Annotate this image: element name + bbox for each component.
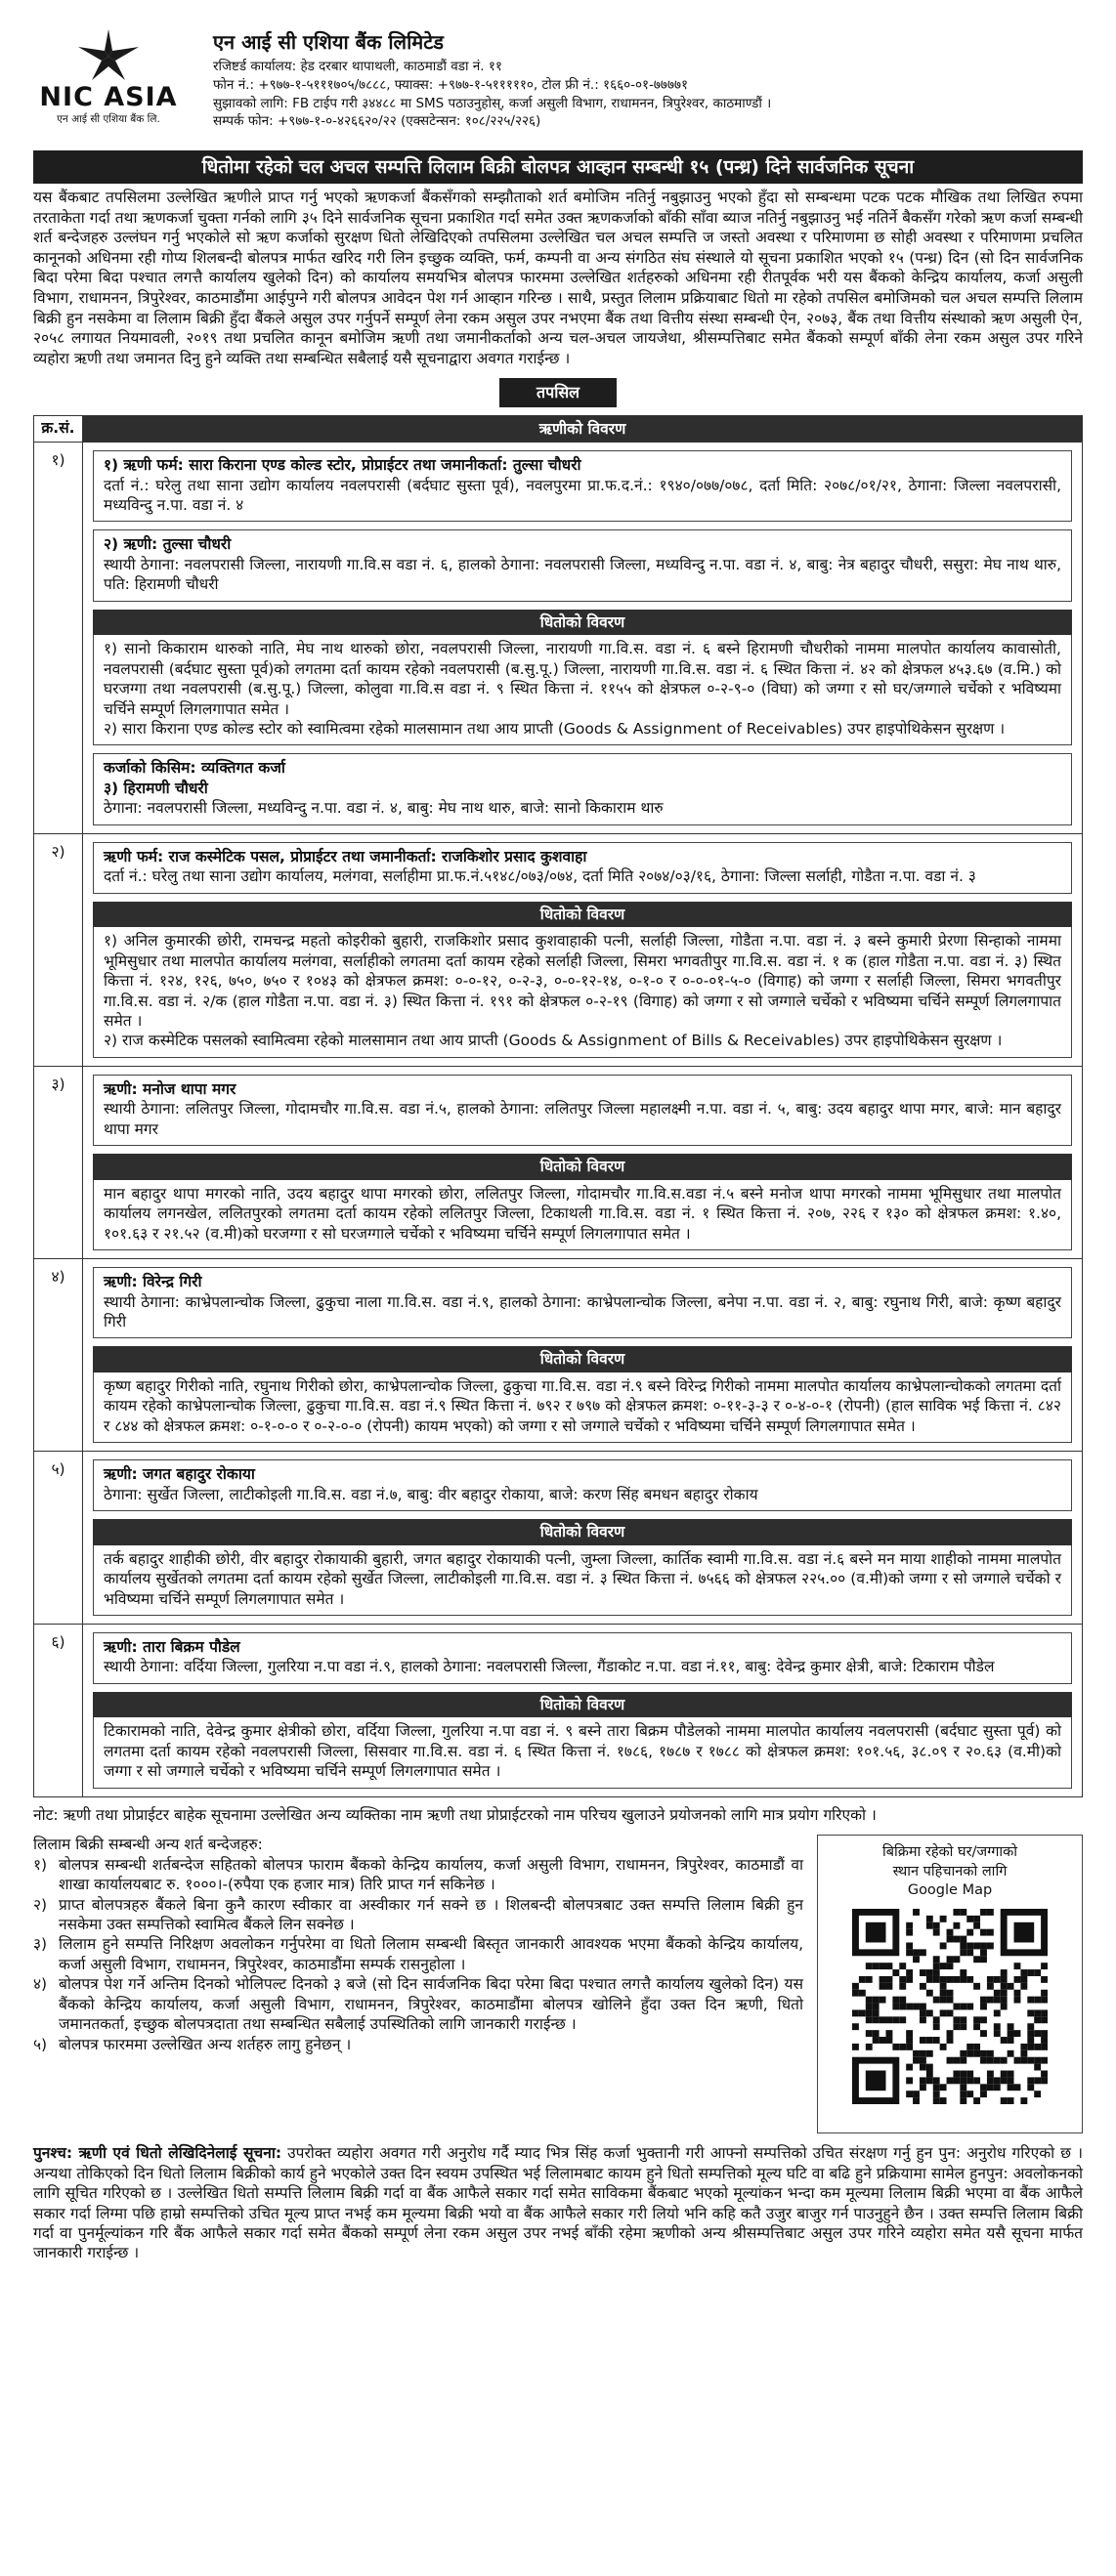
list-item: ५) बोलपत्र फारममा उल्लेखित अन्य शर्तहरु लागु हुनेछन् । bbox=[33, 2035, 352, 2053]
borrower-title: २) ऋणी: तुल्सा चौधरी bbox=[104, 535, 232, 554]
postscript bbox=[33, 2143, 1083, 2263]
bank-contact-block bbox=[213, 27, 771, 131]
list-item: १) बोलपत्र सम्बन्धी शर्तबन्देज सहितको बोलपत्र फाराम बैंकको केन्द्रिय कार्यालय, कर्जा असुली विभाग, राधामनन, त्रिपुरेश्वर, काठमाडौं वा शाखा कार्यालयबाट रु. १०००।-(रुपैया एक हजार मात्र) तिरि प्राप्त गर्न सकिनेछ । bbox=[33, 1855, 803, 1894]
borrower-text: स्थायी ठेगाना: नवलपरासी जिल्ला, नारायणी गा.वि.स वडा नं. ६, हालको ठेगाना: नवलपरासी जिल्ला, मध्यविन्दु न.पा. वडा नं. ४, बाबु: नेत्र बहादुर चौधरी, ससुरा: मेघ नाथ थारु, पति: हिरामणी चौधरी bbox=[104, 555, 1061, 594]
bank-logo bbox=[35, 27, 182, 127]
row-number: ६) bbox=[34, 1625, 83, 1796]
borrower-text: दर्ता नं.: घरेलु तथा साना उद्योग कार्यालय नवलपरासी (बर्दघाट सुस्ता पूर्व), नवलपुरमा प्रा.फ.द.नं.: १९४०/०७७/०७८, दर्ता मिति: २०७८/०१/२१, ठेगाना: जिल्ला नवलपरासी, मध्यविन्दु न.पा. वडा नं. ४ bbox=[104, 476, 1061, 514]
borrower-text: स्थायी ठेगाना: ललितपुर जिल्ला, गोदामचौर गा.वि.स. वडा नं.५, हालको ठेगाना: ललितपुर जिल्ला महालक्ष्मी न.पा. वडा नं. ५, बाबु: उदय बहादुर थापा मगर, बाजे: मान बहादुर थापा मगर bbox=[104, 1100, 1061, 1138]
logo-text: NIC ASIA bbox=[39, 82, 178, 112]
borrower-text: ठेगाना: नवलपरासी जिल्ला, मध्यविन्दु न.पा. वडा नं. ४, बाबु: मेघ नाथ थारु, बाजे: सानो किकाराम थारु bbox=[104, 799, 664, 818]
tapasil-label: तपसिल bbox=[499, 378, 617, 406]
list-item: ३) लिलाम हुने सम्पत्ति निरिक्षण अवलोकन गर्नुपरेमा वा धितो लिलाम सम्बन्धी बिस्तृत जानकारी आवश्यक भएमा बैंकको केन्द्रिय कार्यालय, कर्जा असुली विभाग, राधामनन, त्रिपुरेश्वर, काठमाडौंमा सम्पर्क रासनुहोला । bbox=[33, 1935, 803, 1973]
qr-title-2: स्थान पहिचानको लागि bbox=[892, 1863, 1008, 1879]
collateral-detail bbox=[93, 1180, 1072, 1250]
row-number: २) bbox=[34, 834, 83, 1066]
collateral-detail bbox=[93, 1545, 1072, 1616]
header bbox=[33, 27, 1083, 143]
bank-name: एन आई सी एशिया बैंक लिमिटेड bbox=[213, 30, 444, 54]
logo-subtext: एन आई सी एशिया बैंक लि. bbox=[57, 113, 160, 125]
terms-heading: लिलाम बिक्री सम्बन्धी अन्य शर्त बन्देजहरु: bbox=[33, 1836, 263, 1854]
note-text: नोट: ऋणी तथा प्रोप्राईटर बाहेक सूचनामा उल्लेखित अन्य व्यक्तिका नाम ऋणी तथा प्रोप्राईटरको नाम परिचय खुलाउने प्रयोजनको लागि मात्र प्रयोग गरिएको । bbox=[33, 1805, 877, 1824]
row-number: १) bbox=[34, 443, 83, 833]
borrower-text: स्थायी ठेगाना: काभ्रेपलान्चोक जिल्ला, ढुकुचा नाला गा.वि.स. वडा नं.९, हालको ठेगाना: काभ्रेपलान्चोक जिल्ला, बनेपा न.पा. वडा नं. २, बाबु: रघुनाथ गिरी, बाजे: कृष्ण बहादुर गिरी bbox=[104, 1292, 1061, 1330]
notice-title: धितोमा रहेको चल अचल सम्पत्ति लिलाम बिक्री बोलपत्र आव्हान सम्बन्धी १५ (पन्ध्र) दिने सार्वजनिक सूचना bbox=[33, 150, 1083, 184]
collateral-detail bbox=[93, 927, 1072, 1058]
table-row bbox=[34, 1625, 1082, 1796]
property-table bbox=[33, 415, 1083, 1797]
borrower-detail bbox=[93, 450, 1072, 522]
contact-phone: सम्पर्क फोन: +९७७-१-०-४२६६२०/२२ (एक्सटेन्सन: १०८/२२५/२२६) bbox=[213, 113, 541, 130]
table-row bbox=[34, 1067, 1082, 1259]
qr-code-icon[interactable] bbox=[852, 1909, 1048, 2104]
collateral-text: टिकारामको नाति, देवेन्द्र कुमार क्षेत्रीको छोरा, वर्दिया जिल्ला, गुलरिया न.पा वडा नं. ९ बस्ने तारा बिक्रम पौडेलको नाममा मालपोत कार्यालय नवलपरासी (बर्दघाट सुस्ता पूर्व) को लगतमा दर्ता कायम रहेको नवलपरासी जिल्ला, सिसवार गा.वि.स. वडा नं. ६ स्थित कित्ता नं. १७८६, १७८७ र १७८८ को क्षेत्रफल क्रमश: १०१.५६, ३८.०९ र २०.६३ (व.मी)को जग्गा र सो जग्गाले चर्चेको र भविष्यमा चर्चिने सम्पूर्ण लिगलगापात समेत । bbox=[104, 1722, 1061, 1781]
list-item: ४) बोलपत्र पेश गर्ने अन्तिम दिनको भोलिपल्ट दिनको ३ बजे (सो दिन सार्वजनिक बिदा परेमा बिदा पश्चात लगत्तै कार्यालय खुलेको दिन) यस बैंकको केन्द्रिय कार्यालय, कर्जा असुली विभाग, राधामनन, त्रिपुरेश्वर, काठमाडौंमा बोलपत्र खोलिने हुँदा उक्त दिन ऋणी, धितो जमानतकर्ता, इच्छुक बोलपत्रदाता तथा सम्बन्धित सबैलाई उपस्थितिको लागि जानकारी गराईन्छ । bbox=[33, 1975, 803, 2034]
collateral-text: मान बहादुर थापा मगरको नाति, उदय बहादुर थापा मगरको छोरा, ललितपुर जिल्ला, गोदामचौर गा.वि.स.वडा नं.५ बस्ने मनोज थापा मगरको नाममा भूमिसुधार तथा मालपोत कार्यालय लगनखेल, ललितपुरको लगतमा दर्ता कायम रहेको ललितपुर जिल्ला, टिकाथली गा.वि.स. वडा नं. १ स्थित कित्ता नं. २०७, २२६ र १३० को क्षेत्रफल क्रमश: १.४०, १०१.६३ र २१.५२ (व.मी)को घरजग्गा र सो घरजग्गाले चर्चेको र भविष्यमा चर्चिने सम्पूर्ण लिगलगापात समेत । bbox=[104, 1184, 1061, 1243]
table-row bbox=[34, 1259, 1082, 1452]
borrower-detail bbox=[93, 842, 1072, 894]
borrower-text: दर्ता नं.: घरेलु तथा साना उद्योग कार्यालय, मलंगवा, सर्लाहीमा प्रा.फ.नं.५१४८/०७३/०७४, दर्ता मिति २०७४/०३/१६, ठेगाना: जिल्ला सर्लाही, गोडैता न.पा. वडा नं. ३ bbox=[104, 867, 976, 886]
registered-office: रजिष्टर्ड कार्यालय: हेड दरबार थापाथली, काठमाडौं वडा नं. ११ bbox=[213, 59, 502, 75]
collateral-text: १) सानो किकाराम थारुको नाति, मेघ नाथ थारुको छोरा, नवलपरासी जिल्ला, नारायणी गा.वि.स. वडा नं. ६ बस्ने हिरामणी चौधरीको नाममा मालपोत कार्यालय कावासोती, नवलपरासी (बर्दघाट सुस्ता पूर्व)को लगतमा दर्ता कायम रहेको नवलपरासी (ब.सु.पू.) जिल्ला, नारायणी गा.वि.स. वडा नं. ६ स्थित कित्ता नं. ४२ को क्षेत्रफल ४५३.६७ (व.मि.) को घरजग्गा तथा नवलपरासी (ब.सु.पू.) जिल्ला, कोलुवा गा.वि.स वडा नं. ९ स्थित कित्ता नं. ११५५ को क्षेत्रफल ०-२-९-० (विघा) को जग्गा र सो घर/जग्गाले चर्चेको र भविष्यमा चर्चिने सम्पूर्ण लिगलगापात समेत । bbox=[104, 640, 1061, 718]
postscript-text: उपरोक्त व्यहोरा अवगत गरी अनुरोध गर्दै म्याद भित्र सिंह कर्जा भुक्तानी गरी आफ्नो सम्पत्तिको उचित संरक्षण गर्नु हुन पुन: अनुरोध गरिएको छ । अन्यथा तोकिएको दिन धितो लिलाम बिक्रीको कार्य हुने भएकोले उक्त दिन स्वयम उपस्थित भई लिलामबाट कायम हुने धितो सम्पत्तिको मूल्य घटि वा बढि हुने प्रक्रियामा सामेल हुनपुन: अवलोकनको लागि सूचित गरिएको छ । उल्लेखित धितो सम्पत्ति लिलाम बिक्री गर्दा वा बैंक आफैले सकार गर्दा समेत साविकमा बैंकबाट भएको मूल्यांकन भन्दा कम मूल्यमा लिलाम बिक्री भएमा वा बैंक आफैले सकार गर्दा लिग्मा पछि हाम्रो सम्पत्तिको उचित मूल्य प्राप्त नभई कम मूल्यमा बिक्री भयो वा बैंक आफैले सकार गरी लियो भनि कहि कतै उजुर बाजुर गर्न पाउनुहुने छैन । उक्त सम्पत्ति लिलाम बिक्री गर्दा वा पुनर्मूल्यांकन गरि बैंक आफैले सकार गर्दा समेत बैंकको सम्पूर्ण लेना रकम असुल उपर नभई बाँकी रहेमा ऋणीको अन्य श्रीसम्पत्तिबाट असुल उपर गरिने व्यहोरा समेत यसै सूचना मार्फत जानकारी गराईन्छ । bbox=[33, 2144, 1083, 2262]
borrower-detail bbox=[93, 1632, 1072, 1684]
borrower-detail bbox=[93, 529, 1072, 601]
sn-header: क्र.सं. bbox=[34, 416, 83, 442]
collateral-header: धितोको विवरण bbox=[93, 902, 1072, 927]
qr-box bbox=[817, 1835, 1083, 2133]
borrower-detail bbox=[93, 1075, 1072, 1146]
suggestion-line: सुझावको लागि: FB टाईप गरी ३४४८८ मा SMS पठाउनुहोस्, कर्जा असुली विभाग, राधामनन, त्रिपुरेश्वर, काठमाण्डौं । bbox=[213, 95, 772, 111]
qr-title-3: Google Map bbox=[907, 1882, 993, 1899]
borrower-text: ठेगाना: सुर्खेत जिल्ला, लाटीकोइली गा.वि.स. वडा नं.७, बाबु: वीर बहादुर रोकाया, बाजे: करण सिंह बमधन बहादुर रोकाय bbox=[104, 1485, 758, 1503]
collateral-text: २) राज कस्मेटिक पसलको स्वामित्वमा रहेको मालसामान तथा आय प्राप्ती (Goods & Assignment of Bills & Receivables) उपर हाइपोथिकेसन सुरक्षण । bbox=[104, 1032, 1003, 1050]
collateral-detail bbox=[93, 1372, 1072, 1443]
collateral-text: २) सारा किराना एण्ड कोल्ड स्टोर को स्वामित्वमा रहेको मालसामान तथा आय प्राप्ती (Goods & Assignment of Receivables) उपर हाइपोथिकेसन सुरक्षण । bbox=[104, 720, 1006, 739]
borrower-title: ऋणी: विरेन्द्र गिरी bbox=[104, 1273, 202, 1291]
intro-paragraph: यस बैंकबाट तपसिलमा उल्लेखित ऋणीले प्राप्त गर्नु भएको ऋणकर्जा बैंकसँगको सम्झौताको शर्त बमोजिम नतिर्नु नबुझाउनु भएको हुँदा सो सम्बन्धमा पटक पटक मौखिक तथा लिखित रुपमा तरताकेता गर्दा तथा ऋणकर्जा चुक्ता गर्नको लागि ३५ दिने सार्वजनिक सूचना प्रकाशित गर्दा समेत उक्त ऋणकर्जाको बाँकी साँवा ब्याज नतिर्नु नबुझाउनु भई नतिर्ने बैकसँग गरेको ऋण कर्जा सम्बन्धी शर्त बन्देजहरु उल्लंघन गर्नु भएकोले सो ऋण कर्जाको सुरक्षण धितो लेखिदिएको तपसिलमा उल्लेखित चल अचल सम्पत्ति ज जस्तो अवस्था र परिमाणमा छ सोही अवस्था र परिमाणमा प्रचलित कानूनको अधिनमा रही गोप्य शिलबन्दी बोलपत्र मार्फत खरिद गरी लिन इच्छुक व्यक्ति, फर्म, कम्पनी वा अन्य संगठित संघ संस्थाले यो सूचना प्रकाशित भएको १५ (पन्ध्र) दिन (सो दिन सार्वजनिक बिदा परेमा बिदा पश्चात लगत्तै कार्यालय खुलेको दिन) को कार्यालय समयभित्र बोलपत्र फारममा उल्लेखित शर्तहरुको अधिनमा रही रीतपूर्वक भरी यस बैंकको केन्द्रिय कार्यालय, कर्जा असुली विभाग, राधामनन, त्रिपुरेश्वर, काठमाडौंमा आईपुग्ने गरी बोलपत्र आवेदन पेश गर्न आव्हान गरिन्छ । साथै, प्रस्तुत लिलाम प्रक्रियाबाट धितो मा रहेको तपसिल बमोजिमको चल अचल सम्पत्ति लिलाम बिक्री हुन नसकेमा वा लिलाम बिक्री हुँदा बैंकले असुल उपर गर्नुपर्ने सम्पूर्ण लेना रकम असुल उपर नभएमा बैंक तथा वित्तीय संस्था सम्बन्धी ऐन, २०७३, बैंक तथा वित्तीय संस्थाको ऋण असुली ऐन, २०५८ लगायत नियमावली, २०१९ तथा प्रचलित कानून बमोजिम ऋणी तथा जमानीकर्ताको अन्य चल-अचल जायजेथा, श्रीसम्पत्तिबाट समेत बैंकको सम्पूर्ण बाँकी लेना रकम असुल उपर गरिने व्यहोरा ऋणी तथा जमानत दिनु हुने व्यक्ति तथा सम्बन्धित सबैलाई यसै सूचनाद्वारा अवगत गराईन्छ । bbox=[33, 189, 1083, 367]
borrower-title: ऋणी: तारा बिक्रम पौडेल bbox=[104, 1637, 240, 1656]
borrower-header: ऋणीको विवरण bbox=[83, 416, 1082, 442]
borrower-text: स्थायी ठेगाना: वर्दिया जिल्ला, गुलरिया न.पा वडा नं.९, हालको ठेगाना: नवलपरासी जिल्ला, गैंडाकोट न.पा. वडा नं.११, बाबु: देवेन्द्र कुमार क्षेत्री, बाजे: टिकाराम पौडेल bbox=[104, 1658, 995, 1676]
loan-type: कर्जाको किसिम: व्यक्तिगत कर्जा bbox=[104, 759, 285, 778]
qr-title-1: बिक्रिमा रहेको घर/जग्गाको bbox=[881, 1844, 1018, 1861]
row-number: ४) bbox=[34, 1259, 83, 1451]
table-row bbox=[34, 1452, 1082, 1625]
collateral-header: धितोको विवरण bbox=[93, 1692, 1072, 1717]
collateral-header: धितोको विवरण bbox=[93, 1346, 1072, 1372]
collateral-text: १) अनिल कुमारकी छोरी, रामचन्द्र महतो कोइरीको बुहारी, राजकिशोर प्रसाद कुशवाहाकी पत्नी, सर्लाही जिल्ला, गोडैता न.पा. वडा नं. ३ बस्ने कुमारी प्रेरणा सिन्हाको नाममा भूमिसुधार तथा मालपोत कार्यालय मलंगवा, सर्लाहीको लगतमा दर्ता कायम रहेको सर्लाही जिल्ला, सिमरा भगवतीपुर गा.वि.स. वडा नं. १ क (हाल गोडैता न.पा. वडा नं. ३) स्थित कित्ता नं. १२४, १२६, ७५०, ७५० र १०४३ को क्षेत्रफल क्रमश: ०-०-१२, ०-२-३, ०-०-१२-१४, ०-१-० र ०-०-०१-५-० (विगाह) को जग्गा र सर्लाही जिल्ला, सिमरा भगवतीपुर गा.वि.स. वडा नं. २/क (हाल गोडैता न.पा. वडा नं. ३) स्थित कित्ता नं. १९१ को क्षेत्रफल ०-२-१९ (विगाह) को जग्गा र सो जग्गाले चर्चेको र भविष्यमा चर्चिने सम्पूर्ण लिगलगापात समेत । bbox=[104, 932, 1061, 1031]
borrower-title: १) ऋणी फर्म: सारा किराना एण्ड कोल्ड स्टोर, प्रोप्राईटर तथा जमानीकर्ता: तुल्सा चौधरी bbox=[104, 456, 581, 475]
borrower-title: ऋणी: जगत बहादुर रोकाया bbox=[104, 1465, 255, 1484]
collateral-detail bbox=[93, 635, 1072, 745]
borrower-title: ऋणी: मनोज थापा मगर bbox=[104, 1079, 236, 1098]
phone-fax: फोन नं.: +९७७-१-५१११७०५/७८८८, फ्याक्स: +९७७-१-५१११११०, टोल फ्री नं.: १६६०-०१-७७७७१ bbox=[213, 77, 689, 94]
collateral-text: कृष्ण बहादुर गिरीको नाति, रघुनाथ गिरीको छोरा, काभ्रेपलान्चोक जिल्ला, ढुकुचा गा.वि.स. वडा नं.९ बस्ने विरेन्द्र गिरीको नाममा मालपोत कार्यालय काभ्रेपलान्चोकको लगतमा दर्ता कायम रहेको काभ्रेपलान्चोक जिल्ला, ढुकुचा गा.वि.स. वडा नं.९ स्थित कित्ता नं. ७९२ र ७९७ को क्षेत्रफल क्रमश: ०-११-३-३ र ०-४-०-१ (रोपनी) (हाल साविक भई कित्ता नं. ८४२ र ८४४ को क्षेत्रफल क्रमश: ०-१-०-० र ०-२-०-० (रोपनी) कायम भएको) को जग्गा र सो जग्गाले चर्चेको र भविष्यमा चर्चिने सम्पूर्ण लिगलगापात समेत । bbox=[104, 1376, 1061, 1435]
star-logo-icon bbox=[76, 27, 141, 82]
list-item: २) प्राप्त बोलपत्रहरु बैंकले बिना कुनै कारण स्वीकार वा अस्वीकार गर्न सक्ने छ । शिलबन्दी बोलपत्रबाट उक्त सम्पत्ति लिलाम बिक्री हुन नसकेमा उक्त सम्पत्तिको स्वामित्व बैंकले लिन सक्नेछ । bbox=[33, 1895, 803, 1933]
row-number: ५) bbox=[34, 1452, 83, 1624]
collateral-header: धितोको विवरण bbox=[93, 1154, 1072, 1179]
borrower-detail bbox=[93, 1459, 1072, 1511]
row-number: ३) bbox=[34, 1067, 83, 1258]
collateral-text: तर्क बहादुर शाहीकी छोरी, वीर बहादुर रोकायाकी बुहारी, जगत बहादुर रोकायाकी पत्नी, जुम्ला जिल्ला, कार्तिक स्वामी गा.वि.स. वडा नं.६ बस्ने मन माया शाहीको नाममा मालपोत कार्यालय सुर्खेतको लगतमा दर्ता कायम रहेको सुर्खेत जिल्ला, लाटीकोइली गा.वि.स. वडा नं. ३ स्थित कित्ता नं. ७५६६ को क्षेत्रफल २२५.०० (व.मी)को जग्गा र सो जग्गाले चर्चेको र भविष्यमा चर्चिने सम्पूर्ण लिगलगापात समेत । bbox=[104, 1549, 1061, 1608]
terms-section bbox=[33, 1835, 803, 2133]
collateral-detail bbox=[93, 1717, 1072, 1788]
borrower-title: ३) हिरामणी चौधरी bbox=[104, 779, 208, 797]
postscript-heading: पुनश्च: ऋणी एवं धितो लेखिदिनेलाई सूचना: bbox=[33, 2144, 282, 2163]
collateral-header: धितोको विवरण bbox=[93, 610, 1072, 635]
borrower-title: ऋणी फर्म: राज कस्मेटिक पसल, प्रोप्राईटर तथा जमानीकर्ता: राजकिशोर प्रसाद कुशवाहा bbox=[104, 847, 587, 866]
table-row bbox=[34, 443, 1082, 834]
collateral-header: धितोको विवरण bbox=[93, 1519, 1072, 1544]
borrower-detail bbox=[93, 753, 1072, 824]
borrower-detail bbox=[93, 1267, 1072, 1338]
terms-list bbox=[33, 1855, 803, 2055]
table-header bbox=[34, 416, 1082, 443]
table-row bbox=[34, 834, 1082, 1067]
